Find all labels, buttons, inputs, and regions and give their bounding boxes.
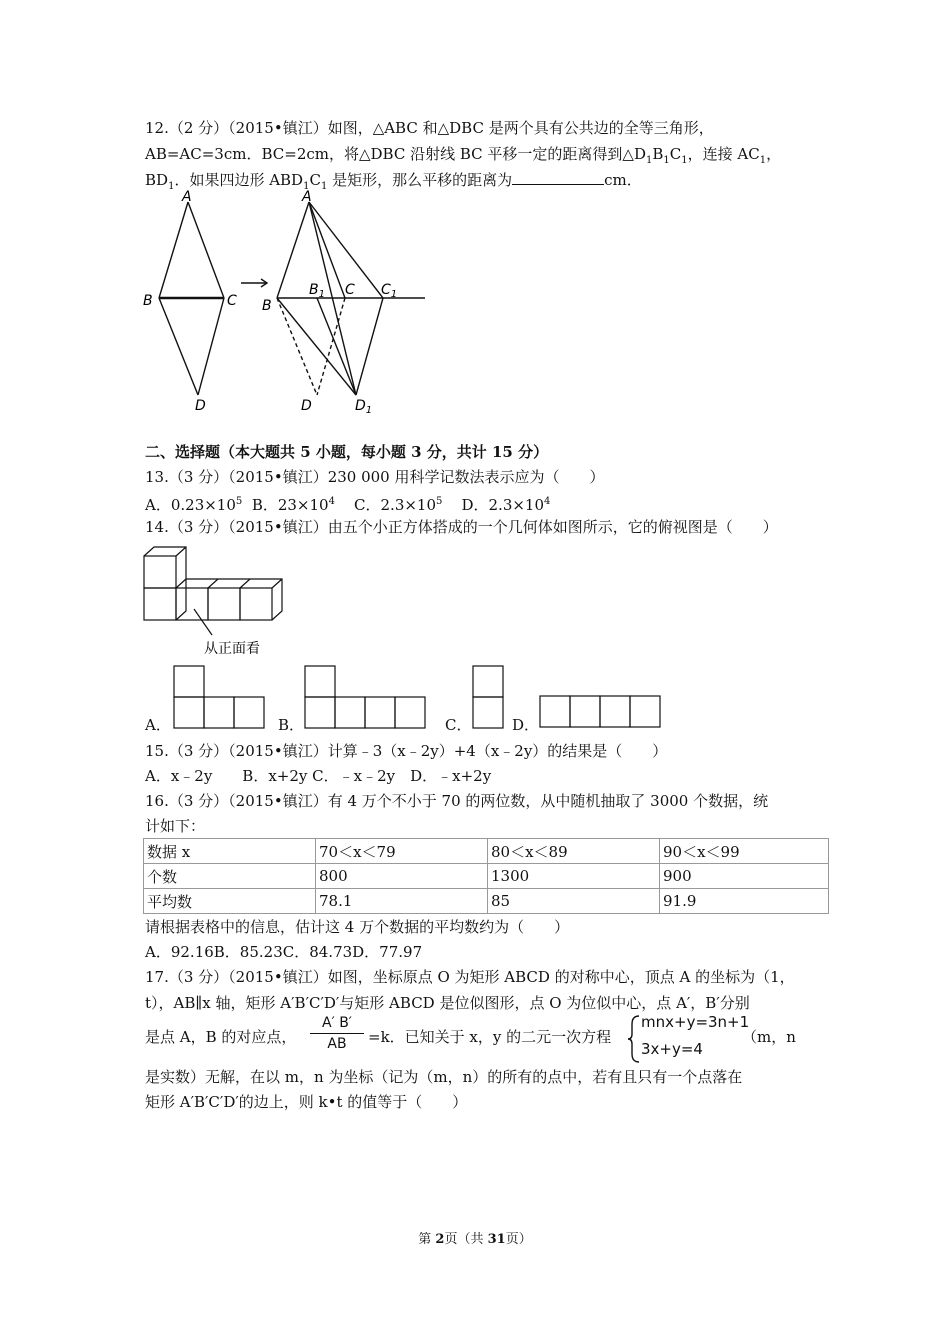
q16-line2: 计如下： (145, 817, 206, 835)
table-cell: 91.9 (660, 889, 829, 914)
table-cell: 平均数 (144, 889, 316, 914)
table-cell: 900 (660, 864, 829, 889)
equation-1: mnx+y=3n+1 (641, 1013, 750, 1031)
q13-stem: 13.（3 分）（2015•镇江）230 000 用科学记数法表示应为（ ） (145, 468, 605, 486)
fraction-bar (310, 1033, 364, 1034)
table-cell: 70＜x＜79 (316, 839, 488, 864)
q14-opt-a-label[interactable]: A． (145, 716, 171, 734)
fraction-denominator: AB (327, 1036, 347, 1052)
table-cell: 800 (316, 864, 488, 889)
table-row (144, 889, 829, 914)
q14-opt-c-label[interactable]: C． (445, 716, 472, 734)
q16-after: 请根据表格中的信息，估计这 4 万个数据的平均数约为（ ） (145, 918, 570, 936)
q17-line5: 矩形 A′B′C′D′的边上，则 k•t 的值等于（ ） (145, 1093, 468, 1111)
q14-opt-c-figure (472, 665, 506, 729)
fraction-numerator: A′ B′ (322, 1015, 352, 1031)
q14-opt-a-figure (173, 665, 267, 729)
label-B2: B (262, 298, 272, 314)
page-footer: 第 2页（共 31页） (418, 1232, 532, 1247)
q12-figure (135, 188, 435, 418)
q16-line1: 16.（3 分）（2015•镇江）有 4 万个不小于 70 的两位数，从中随机抽取了 3000 个数据，统 (145, 792, 769, 810)
q17-line3-pre: 是点 A，B 的对应点， (145, 1028, 297, 1046)
label-A2: A (302, 189, 312, 205)
answer-blank[interactable] (512, 170, 604, 185)
q17-line4: 是实数）无解，在以 m，n 为坐标（记为（m，n）的所有的点中，若有且只有一个点落在 (145, 1068, 743, 1086)
label-D: D (195, 398, 206, 414)
page-total: 31 (487, 1232, 506, 1247)
table-cell: 78.1 (316, 889, 488, 914)
label-C: C (227, 293, 237, 309)
q12-line1: 12.（2 分）（2015•镇江）如图，△ABC 和△DBC 是两个具有公共边的全等三角形， (145, 119, 714, 137)
label-A: A (182, 189, 192, 205)
q16-options: A．92.16B．85.23C．84.73D．77.97 (145, 943, 423, 961)
section-title: 二、选择题（本大题共 5 小题，每小题 3 分，共计 15 分） (145, 443, 549, 461)
q12-line3: $BD_1$．如果四边形 $ABD_1C_1$ 是矩形，那么平移的距离为 cm． (145, 171, 642, 192)
table-row (144, 839, 829, 864)
table-row (144, 864, 829, 889)
view-label: 从正面看 (204, 641, 260, 657)
brace-icon (627, 1014, 641, 1064)
label-C2: C (345, 282, 355, 298)
table-cell: 90＜x＜99 (660, 839, 829, 864)
q17-line2: t），AB∥x 轴，矩形 A′B′C′D′与矩形 ABCD 是位似图形，点 O 为位似中心，点 A′，B′分别 (145, 994, 750, 1012)
table-cell: 数据 x (144, 839, 316, 864)
label-C1: $C_1$ (381, 282, 398, 300)
q12-line2: AB=AC=3cm．BC=2cm，将△DBC 沿射线 BC 平移一定的距离得到$\triangle D_1B_1C_1$，连接 $AC_1$， (145, 145, 782, 166)
equation-2: 3x+y=4 (641, 1040, 703, 1058)
q14-solid-figure (140, 543, 300, 663)
q15-options: A．x﹣2y B．x+2y C．﹣x﹣2y D．﹣x+2y (145, 767, 492, 785)
q14-opt-d-label[interactable]: D． (512, 716, 540, 734)
table-cell: 个数 (144, 864, 316, 889)
label-D1: $D_1$ (355, 398, 373, 416)
table-cell: 80＜x＜89 (488, 839, 660, 864)
page-number: 2 (435, 1232, 445, 1247)
q17-line3-post: （m，n (742, 1028, 796, 1046)
arrow-icon (241, 279, 267, 287)
q17-line3-mid: =k．已知关于 x，y 的二元一次方程 (368, 1028, 612, 1046)
table-cell: 1300 (488, 864, 660, 889)
q17-fraction (306, 1014, 368, 1053)
q14-opt-b-label[interactable]: B． (278, 716, 305, 734)
label-B1: $B_1$ (309, 282, 325, 300)
q14-opt-b-figure (304, 665, 428, 729)
q15-stem: 15.（3 分）（2015•镇江）计算﹣3（x﹣2y）+4（x﹣2y）的结果是（ ） (145, 742, 668, 760)
q14-opt-d-figure (539, 695, 663, 729)
table-cell: 85 (488, 889, 660, 914)
q14-stem: 14.（3 分）（2015•镇江）由五个小正方体搭成的一个几何体如图所示，它的俯视图是（ ） (145, 518, 778, 536)
label-B: B (143, 293, 153, 309)
label-D2: D (301, 398, 312, 414)
q16-table (143, 838, 829, 914)
q17-line1: 17.（3 分）（2015•镇江）如图，坐标原点 O 为矩形 ABCD 的对称中心，顶点 A 的坐标为（1， (145, 968, 795, 986)
q13-options: A．$0.23\times 10^5$ B．$23\times 10^4$ C．$2.3\times 10^5$ D．$2.3\times 10^4$ (145, 496, 551, 514)
